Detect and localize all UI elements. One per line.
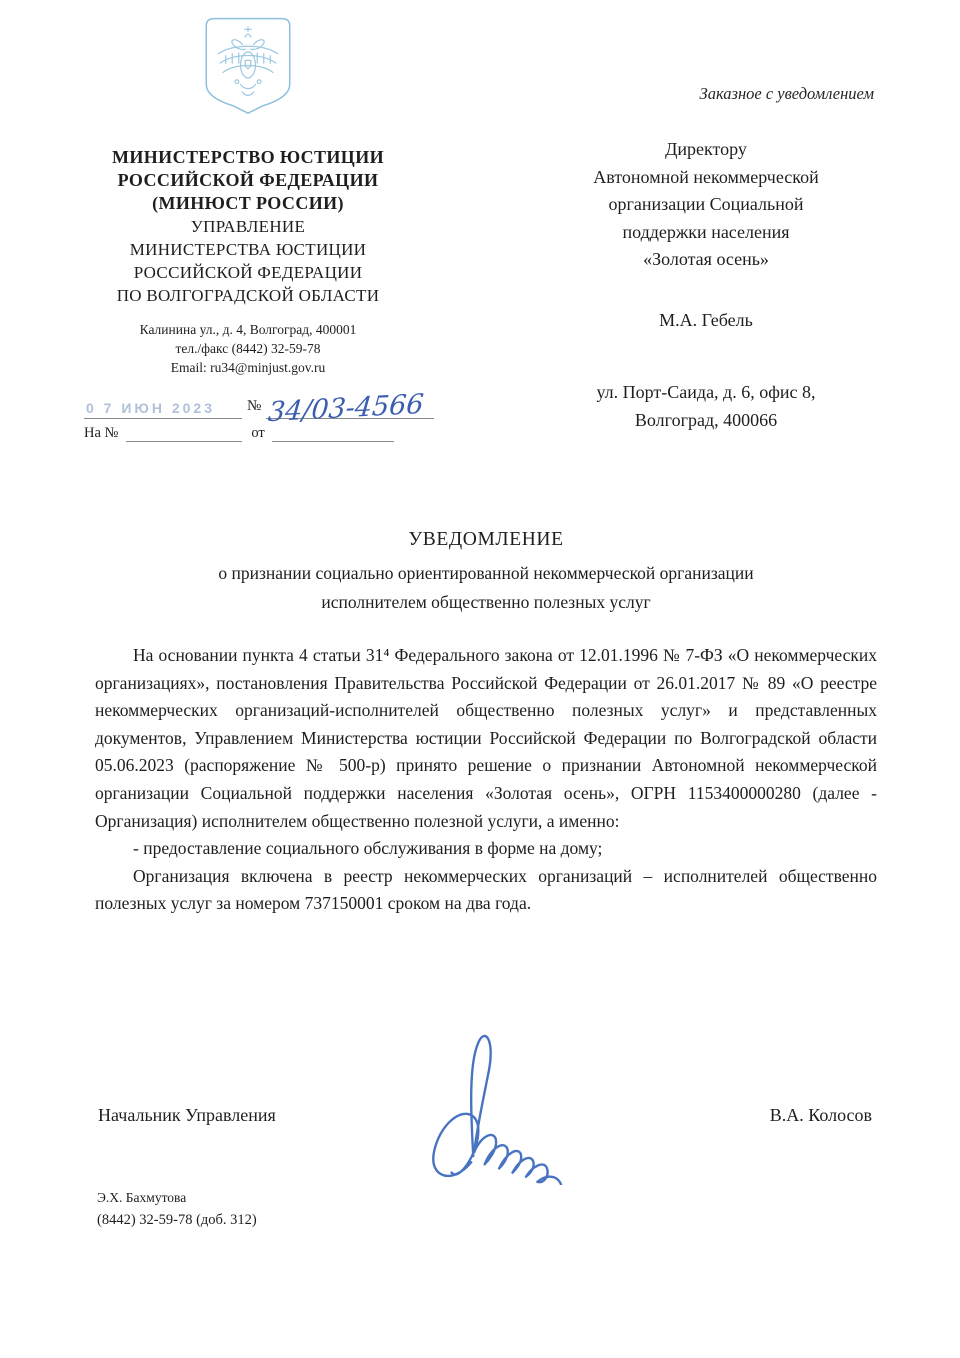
- document-subtitle-line: исполнителем общественно полезных услуг: [321, 592, 651, 612]
- number-label: №: [247, 398, 262, 414]
- addressee-address: [520, 378, 892, 434]
- body-paragraph-2: - предоставление социального обслуживания в форме на дому;: [133, 838, 603, 859]
- ministry-name: [60, 146, 436, 215]
- document-subtitle: [95, 559, 877, 617]
- outgoing-number-handwritten: 34/03-4566: [267, 388, 426, 429]
- addressee-column: [520, 84, 892, 434]
- executor-name: Э.Х. Бахмутова: [97, 1190, 187, 1205]
- document-body: [95, 642, 877, 918]
- letterhead: [60, 8, 436, 442]
- coat-of-arms-icon: [201, 14, 295, 116]
- outgoing-number-line: [84, 388, 436, 429]
- document-subtitle-line: о признании социально ориентированной некоммерческой организации: [218, 563, 754, 583]
- contact-email: Email: ru34@minjust.gov.ru: [170, 360, 326, 375]
- addressee-line: организации Социальной: [608, 194, 804, 214]
- number-blank-line: [266, 388, 434, 429]
- addressee-line: «Золотая осень»: [643, 249, 769, 269]
- department-name-line: МИНИСТЕРСТВА ЮСТИЦИИ: [129, 240, 367, 259]
- reply-number-blank-line: [126, 428, 242, 442]
- signer-name: В.А. Колосов: [769, 1105, 872, 1125]
- reply-date-label: от: [251, 425, 265, 441]
- contact-address: Калинина ул., д. 4, Волгоград, 400001: [139, 322, 357, 337]
- addressee-block: [520, 136, 892, 274]
- incoming-reference-line: [84, 425, 436, 442]
- contact-phone: тел./факс (8442) 32-59-78: [175, 341, 321, 356]
- department-name-line: УПРАВЛЕНИЕ: [190, 217, 306, 236]
- ministry-name-line: РОССИЙСКОЙ ФЕДЕРАЦИИ: [117, 170, 379, 190]
- ministry-name-line: МИНИСТЕРСТВО ЮСТИЦИИ: [111, 147, 384, 167]
- executor-phone: (8442) 32-59-78 (доб. 312): [97, 1212, 257, 1228]
- department-name-line: РОССИЙСКОЙ ФЕДЕРАЦИИ: [133, 263, 363, 282]
- body-paragraph-3: Организация включена в реестр некоммерческих организаций – исполнителей общественно полезных услуг за номером 737150001 сроком на два года.: [95, 865, 877, 914]
- addressee-address-line: ул. Порт-Саида, д. 6, офис 8,: [596, 381, 816, 402]
- addressee-line: Директору: [665, 139, 747, 159]
- department-name: [60, 215, 436, 307]
- contact-block: [60, 320, 436, 377]
- date-stamp: 0 7 ИЮН 2023: [86, 400, 215, 416]
- reference-block: [60, 388, 436, 442]
- addressee-address-line: Волгоград, 400066: [634, 409, 778, 430]
- executor-block: [97, 1187, 257, 1231]
- postal-mark: Заказное с уведомлением: [699, 84, 874, 103]
- addressee-name: М.А. Гебель: [659, 309, 753, 330]
- date-blank-line: [84, 391, 242, 419]
- document-title: УВЕДОМЛЕНИЕ: [408, 529, 564, 550]
- ministry-name-line: (МИНЮСТ РОССИИ): [152, 193, 344, 213]
- signer-position: Начальник Управления: [98, 1105, 276, 1125]
- body-paragraph-1: На основании пункта 4 статьи 31⁴ Федерального закона от 12.01.1996 № 7-ФЗ «О некоммерческих организациях», постановления Правительства Российской Федерации от 26.01.2017 № 89 «О реестре некоммерческих организаций-исполнителей общественно полезных услуг» и представленных документов, Управлением Министерства юстиции Российской Федерации по Волгоградской области 05.06.2023 (распоряжение № 500-р) принято решение о признании Автономной некоммерческой организации Социальной поддержки населения «Золотая осень», ОГРН 1153400000280 (далее - Организация) исполнителем общественно полезной услуги, а именно:: [95, 645, 877, 831]
- reply-date-blank-line: [272, 428, 394, 442]
- addressee-line: Автономной некоммерческой: [593, 166, 819, 187]
- reply-number-label: На №: [84, 425, 119, 441]
- department-name-line: ПО ВОЛГОГРАДСКОЙ ОБЛАСТИ: [116, 286, 380, 305]
- addressee-line: поддержки населения: [622, 221, 790, 242]
- signature-ink-icon: [412, 1030, 580, 1185]
- document-title-block: [95, 529, 877, 617]
